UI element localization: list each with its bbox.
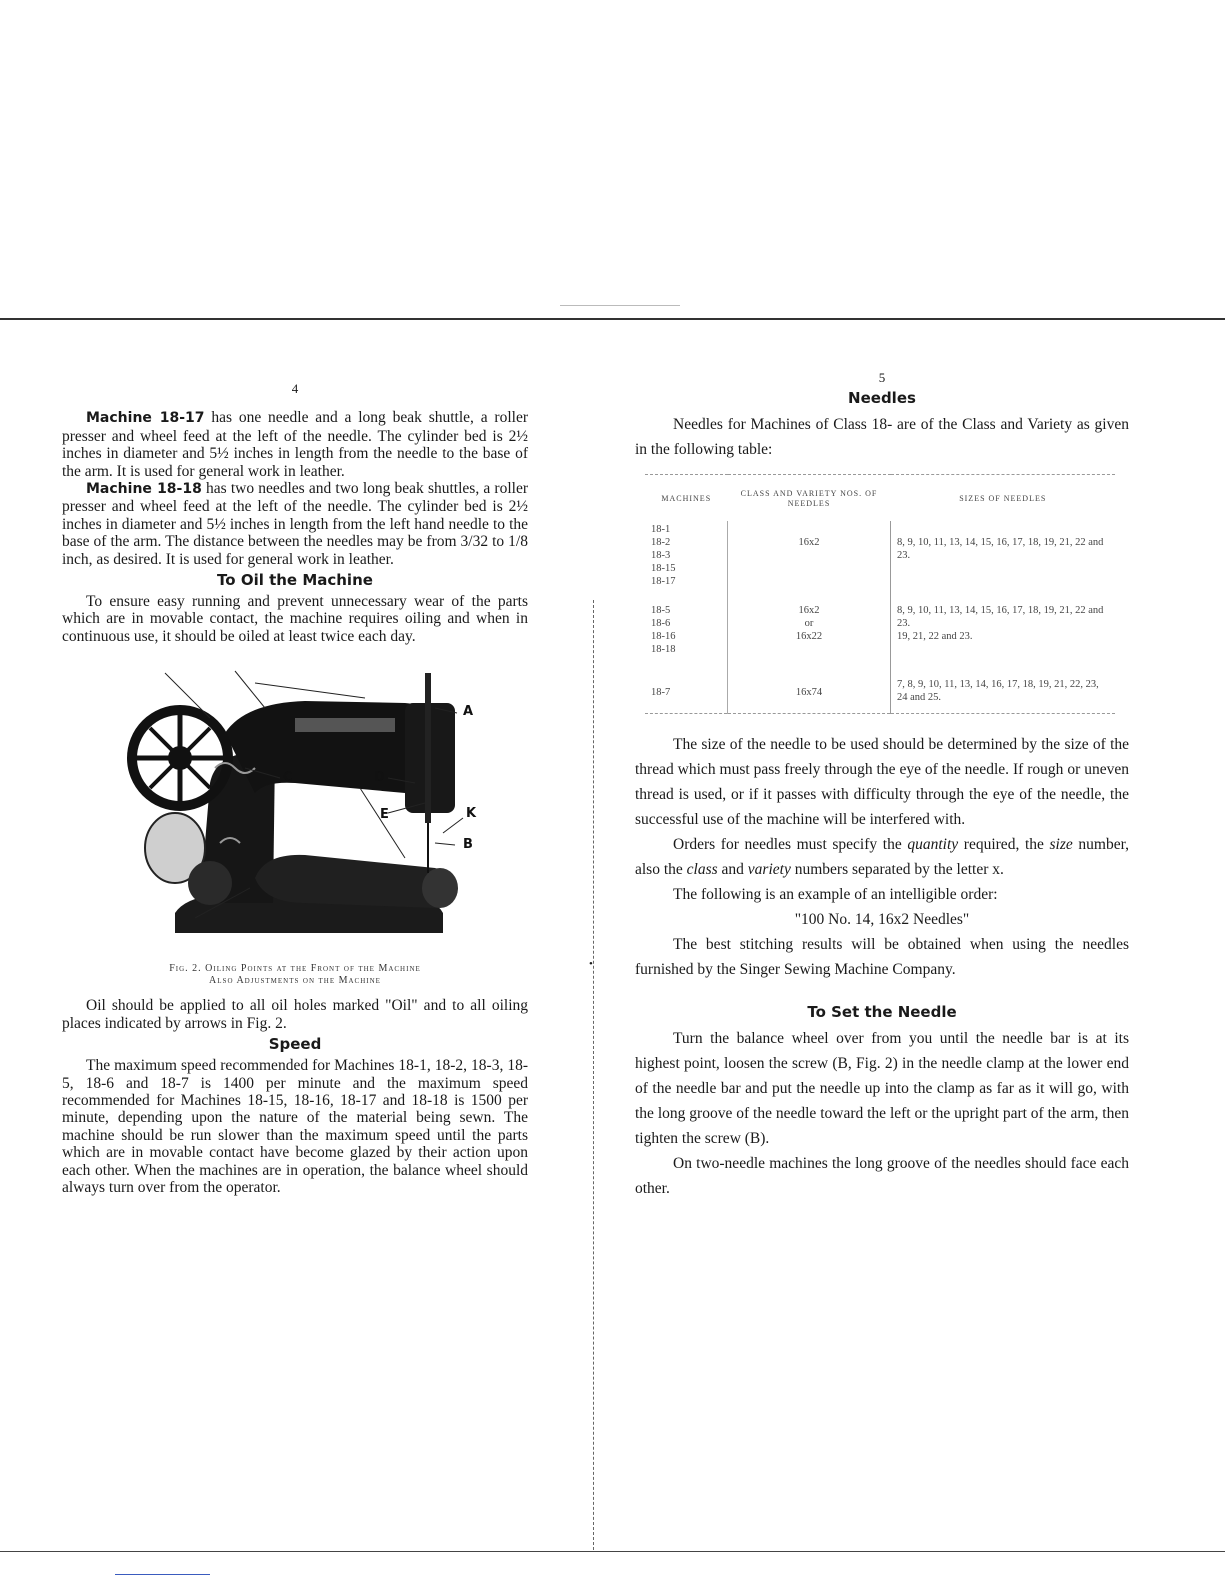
- orders-text-5: numbers separated by the letter x.: [790, 861, 1004, 878]
- callout-e: E: [380, 807, 389, 823]
- machine-18-17-label: Machine 18-17: [86, 410, 205, 427]
- table-cell-class: 16x2 or 16x22: [728, 590, 891, 658]
- needles-intro: Needles for Machines of Class 18- are of the Class and Variety as given in the following table:: [635, 416, 1129, 458]
- heading-set-needle: To Set the Needle: [807, 1003, 957, 1021]
- orders-text-3: number, also the: [635, 836, 1129, 878]
- orders-size: size: [1049, 836, 1073, 853]
- table-cell-class: 16x2: [728, 521, 891, 590]
- top-faint-rule: [560, 305, 680, 306]
- sewing-machine-figure: [105, 663, 485, 953]
- figure-caption: [62, 963, 528, 987]
- table-cell-machines: 18-1 18-2 18-3 18-15 18-17: [645, 521, 728, 590]
- machine-18-18-text: has two needles and two long beak shuttles, a roller presser and wheel feed at the left of the needle. The cylinder bed is 2½ inches in diameter and 5½ inches in length from the left hand needle to the base of the arm. The distance between the needles may be from 3/32 to 1/8 inch, as desired. It is used for general work in leather.: [62, 480, 528, 568]
- callout-a: A: [463, 704, 474, 720]
- gutter-mark: •: [589, 958, 593, 970]
- table-cell-sizes: 8, 9, 10, 11, 13, 14, 15, 16, 17, 18, 19, 21, 22 and 23.: [897, 537, 1104, 561]
- table-row: [645, 590, 1115, 658]
- machine-18-17-paragraph: [62, 409, 528, 480]
- table-cell-sizes: 8, 9, 10, 11, 13, 14, 15, 16, 17, 18, 19, 21, 22 and 23. 19, 21, 22 and 23.: [897, 605, 1104, 642]
- left-page: [62, 380, 528, 1196]
- right-page: [635, 368, 1129, 1201]
- speed-paragraph: The maximum speed recommended for Machines 18-1, 18-2, 18-3, 18-5, 18-6 and 18-7 is 1400 per minute and the maximum speed recommended for Machines 18-15, 18-16, 18-17 and 18-18 is 1500 per minute, depending upon the nature of the material being sewn. The machine should be run slower than the maximum speed until the parts which are in movable contact have become glazed by their action upon each other. When the machines are in operation, the balance wheel should always turn over from the operator.: [62, 1057, 528, 1196]
- table-row: [645, 658, 1115, 714]
- top-rule: [0, 318, 1225, 320]
- table-cell-sizes: 7, 8, 9, 10, 11, 13, 14, 16, 17, 18, 19, 21, 22, 23, 24 and 25.: [897, 679, 1099, 703]
- page-gutter: [593, 600, 594, 1550]
- callout-d: D: [374, 770, 385, 786]
- figure-caption-line1: Fig. 2. Oiling Points at the Front of the Machine: [169, 963, 421, 975]
- orders-class: class: [686, 861, 718, 878]
- example-order: "100 No. 14, 16x2 Needles": [794, 911, 970, 928]
- sewing-machine-illustration: [105, 663, 485, 953]
- needles-table: [645, 474, 1115, 714]
- callout-b: B: [463, 837, 473, 853]
- example-intro: The following is an example of an intelligible order:: [673, 886, 998, 903]
- table-header-class: CLASS AND VARIETY NOS. OF NEEDLES: [740, 489, 878, 508]
- table-cell-machines: 18-5 18-6 18-16 18-18: [645, 590, 728, 658]
- oil-paragraph-2: Oil should be applied to all oil holes marked "Oil" and to all oiling places indicated by arrows in Fig. 2.: [62, 997, 528, 1032]
- two-needle-paragraph: On two-needle machines the long groove of the needles should face each other.: [635, 1155, 1129, 1197]
- heading-needles: Needles: [848, 389, 916, 407]
- bottom-tick: [115, 1574, 210, 1575]
- orders-text-2: required, the: [958, 836, 1050, 853]
- orders-variety: variety: [747, 861, 791, 878]
- figure-caption-line2: Also Adjustments on the Machine: [209, 975, 381, 987]
- heading-speed: Speed: [268, 1035, 322, 1054]
- heading-oil: To Oil the Machine: [217, 571, 373, 590]
- callout-k: K: [466, 806, 477, 822]
- table-header-sizes: SIZES OF NEEDLES: [959, 494, 1047, 503]
- page-number-left: 4: [291, 381, 299, 396]
- page-number-right: 5: [878, 370, 886, 385]
- orders-text-4: and: [717, 861, 748, 878]
- orders-paragraph: [635, 832, 1129, 882]
- set-needle-paragraph: Turn the balance wheel over from you until the needle bar is at its highest point, loosen the screw (B, Fig. 2) in the needle clamp at the lower end of the needle bar and put the needle up into the clamp as far as it will go, with the long groove of the needle toward the left or the upright part of the arm, then tighten the screw (B).: [635, 1030, 1129, 1147]
- machine-18-18-paragraph: [62, 480, 528, 568]
- size-paragraph: The size of the needle to be used should be determined by the size of the thread which must pass freely through the eye of the needle. If rough or uneven thread is used, or if it passes with difficulty through the eye of the needle, the successful use of the machine will be interfered with.: [635, 736, 1129, 828]
- callout-c: C: [283, 770, 293, 786]
- machine-18-18-label: Machine 18-18: [86, 481, 202, 498]
- table-row: [645, 521, 1115, 590]
- bottom-rule: [0, 1551, 1225, 1552]
- machine-18-17-text: has one needle and a long beak shuttle, a roller presser and wheel feed at the left of the needle. The cylinder bed is 2½ inches in diameter and 5½ inches in length from the needle to the base of the arm. It is used for general work in leather.: [62, 409, 528, 480]
- orders-text-1: Orders for needles must specify the: [673, 836, 908, 853]
- best-results-paragraph: The best stitching results will be obtained when using the needles furnished by the Singer Sewing Machine Company.: [635, 936, 1129, 978]
- table-cell-machines: 18-7: [645, 658, 728, 714]
- table-cell-class: 16x74: [728, 658, 891, 714]
- oil-paragraph: To ensure easy running and prevent unnecessary wear of the parts which are in movable contact, the machine requires oiling and when in continuous use, it should be oiled at least twice each day.: [62, 593, 528, 645]
- table-header-machines: MACHINES: [661, 494, 712, 503]
- orders-quantity: quantity: [907, 836, 959, 853]
